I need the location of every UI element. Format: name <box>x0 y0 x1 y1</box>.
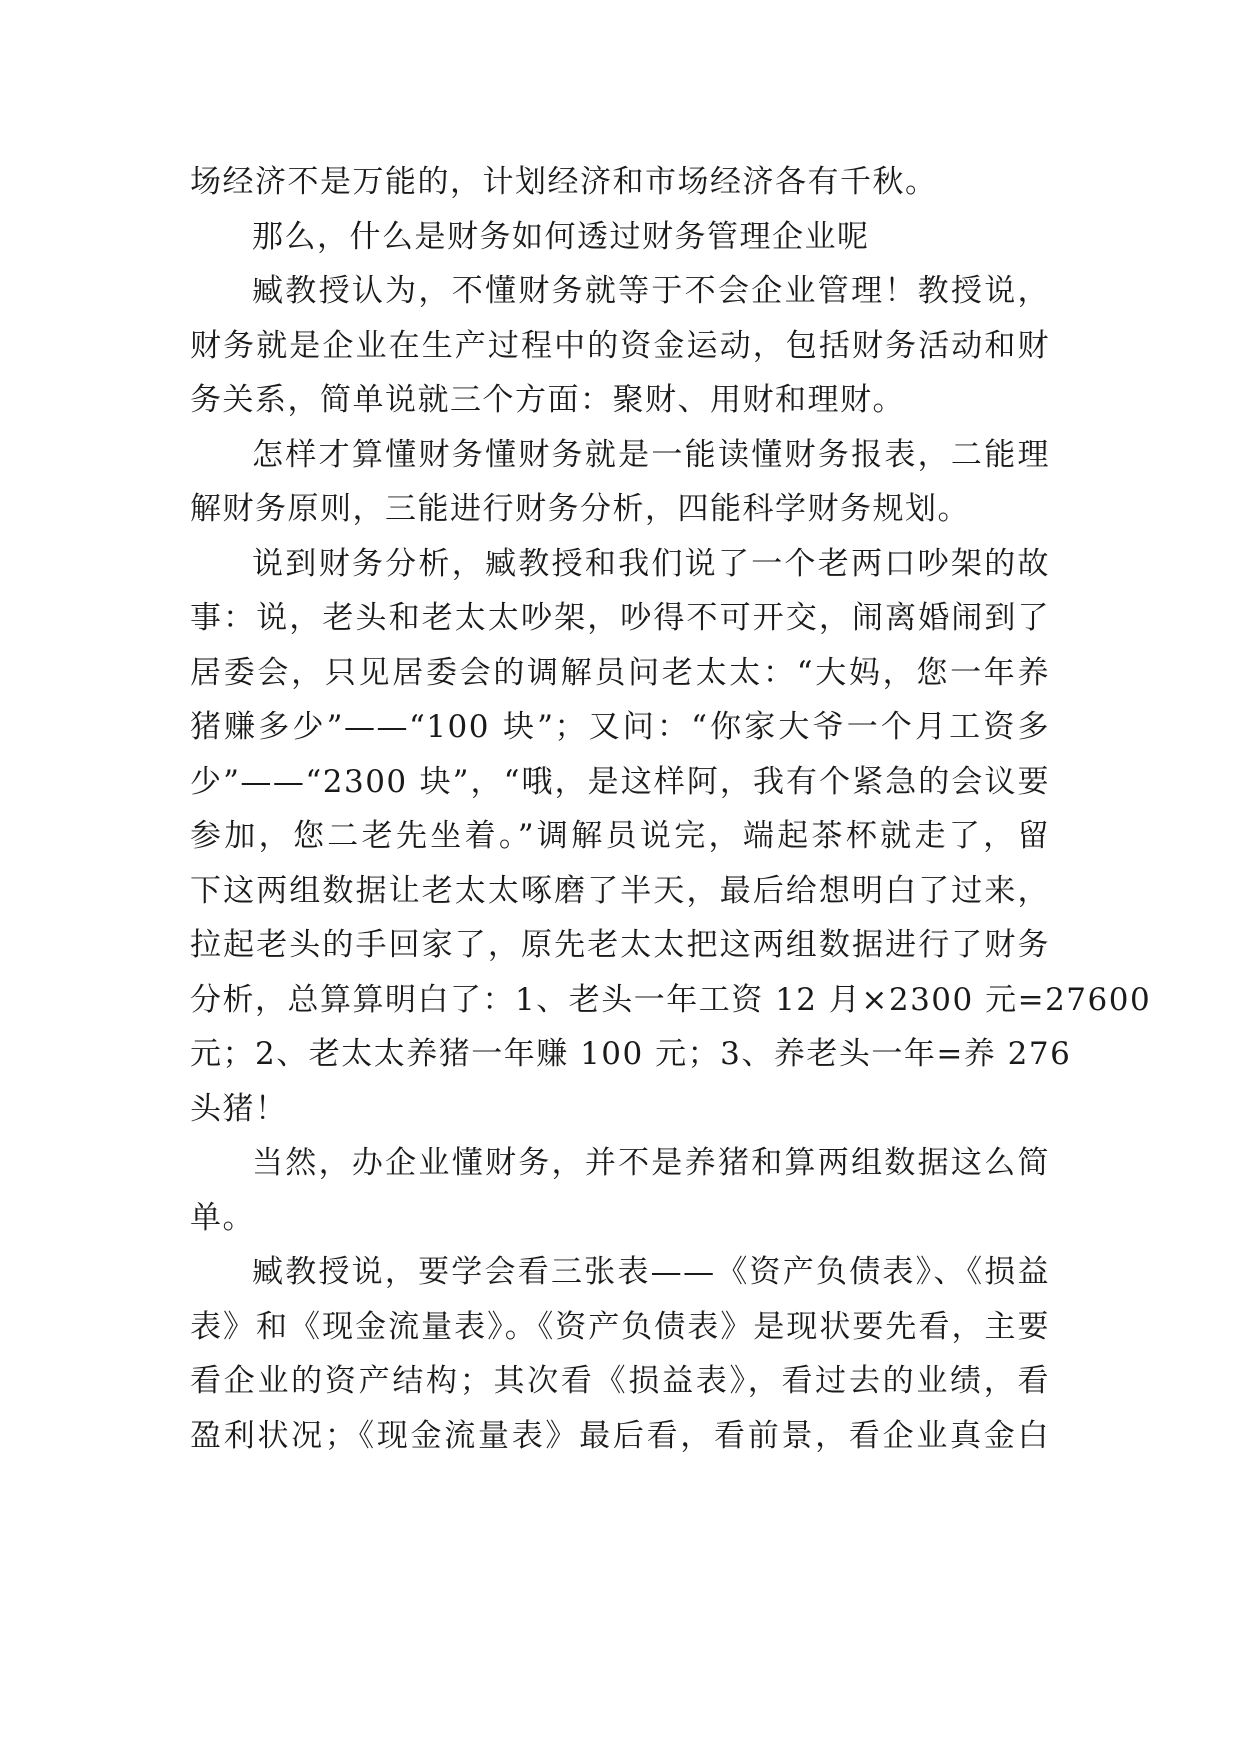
text-line: 分析，总算算明白了：1、老头一年工资 12 月×2300 元=27600 <box>190 981 1152 1018</box>
text-line: 居委会，只见居委会的调解员问老太太：“大妈，您一年养 <box>190 654 1050 691</box>
text-line: 当然，办企业懂财务，并不是养猪和算两组数据这么简 <box>252 1145 1050 1181</box>
text-line: 看企业的资产结构；其次看《损益表》，看过去的业绩，看 <box>190 1363 1050 1399</box>
text-line: 表》和《现金流量表》。《资产负债表》是现状要先看，主要 <box>190 1308 1050 1345</box>
text-line: 解财务原则，三能进行财务分析，四能科学财务规划。 <box>190 491 970 527</box>
body-text <box>190 155 1152 1463</box>
text-line: 那么，什么是财务如何透过财务管理企业呢 <box>252 218 870 255</box>
text-line: 怎样才算懂财务懂财务就是一能读懂财务报表，二能理 <box>252 436 1050 473</box>
text-line: 下这两组数据让老太太啄磨了半天，最后给想明白了过来， <box>190 872 1050 909</box>
text-line: 头猪！ <box>190 1090 288 1127</box>
text-line: 臧教授认为，不懂财务就等于不会企业管理！教授说， <box>252 273 1050 309</box>
text-line: 少”——“2300 块”，“哦，是这样阿，我有个紧急的会议要 <box>190 763 1050 800</box>
text-line: 事：说，老头和老太太吵架，吵得不可开交，闹离婚闹到了 <box>190 600 1050 636</box>
text-line: 拉起老头的手回家了，原先老太太把这两组数据进行了财务 <box>190 927 1050 963</box>
text-line: 场经济不是万能的，计划经济和市场经济各有千秋。 <box>190 164 938 200</box>
text-line: 财务就是企业在生产过程中的资金运动，包括财务活动和财 <box>190 327 1050 364</box>
text-line: 元；2、老太太养猪一年赚 100 元；3、养老头一年=养 276 <box>190 1036 1072 1072</box>
text-line: 盈利状况；《现金流量表》最后看，看前景，看企业真金白 <box>190 1417 1050 1454</box>
text-line: 说到财务分析，臧教授和我们说了一个老两口吵架的故 <box>252 545 1050 582</box>
text-line: 务关系，简单说就三个方面：聚财、用财和理财。 <box>190 382 905 418</box>
text-line: 单。 <box>190 1199 255 1236</box>
text-line: 参加，您二老先坐着。”调解员说完，端起茶杯就走了，留 <box>190 818 1050 854</box>
text-line: 猪赚多少”——“100 块”；又问：“你家大爷一个月工资多 <box>190 709 1050 745</box>
text-line: 臧教授说，要学会看三张表——《资产负债表》、《损益 <box>252 1254 1050 1290</box>
